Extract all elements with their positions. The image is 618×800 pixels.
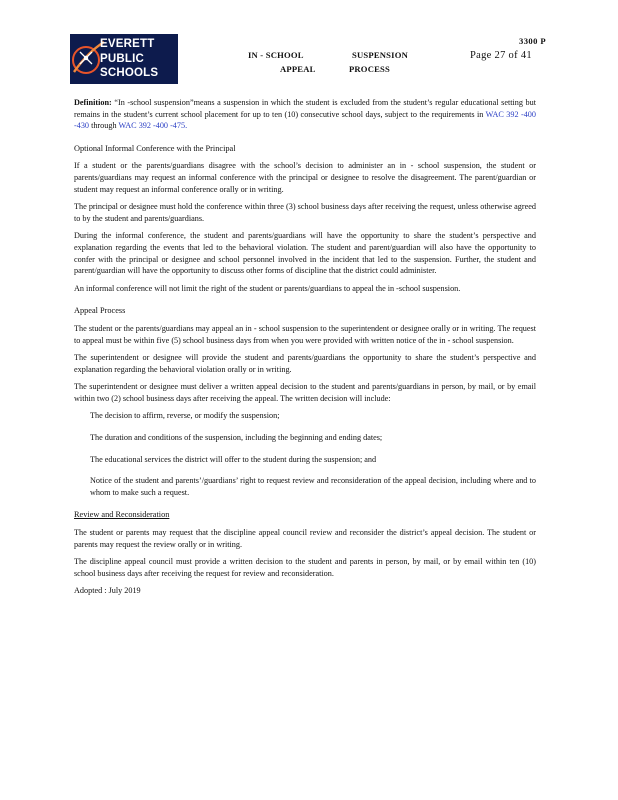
policy-number: 3300 P	[519, 36, 546, 46]
list-item: The duration and conditions of the suspension, including the beginning and ending dates;	[90, 433, 383, 443]
title-line2-right: PROCESS	[348, 64, 390, 74]
informal-paragraph: An informal conference will not limit the right of the student or parents/guardians to appeal the in -school suspension.	[74, 283, 461, 293]
document-body	[74, 97, 536, 603]
appeal-paragraph: The student or the parents/guardians may appeal an in - school suspension to the superintendent or designee orally or in writing. The request to appeal must be within five (5) school business days from when you were provided with written notice of the in - school suspension.	[74, 323, 536, 345]
logo-text: EVERETT PUBLIC SCHOOLS	[100, 38, 159, 79]
review-paragraph: The student or parents may request that the discipline appeal council review and reconsider the district’s appeal decision. The student or parents may request the review orally or in writing.	[74, 528, 536, 549]
informal-paragraph: During the informal conference, the student and parents/guardians will have the opportunity to share the student’s perspective and explanation regarding the events that led to the behavioral violation. The student and parent/guardian will also have the opportunity to confer with the principal or designee and school personnel involved in the incident that led to the suspension. Further, the student and parent/guardian will have the opportunity to discuss other forms of discipline that the district could administer.	[74, 231, 536, 276]
informal-paragraph: The principal or designee must hold the conference within three (3) school business days after receiving the request, unless otherwise agreed to by the student and parents/guardians.	[74, 202, 536, 223]
page-number: Page 27 of 41	[470, 50, 532, 61]
definition-connector: through	[91, 121, 117, 131]
definition-paragraph	[74, 97, 536, 132]
appeal-paragraph: The superintendent or designee must deliver a written appeal decision to the student and parents/guardians in person, by mail, or by email within two (2) school business days after receiving the appeal. The written decision will include:	[74, 382, 536, 403]
wac-link-475[interactable]: WAC 392 -400 -475	[118, 121, 186, 131]
list-item: Notice of the student and parents’/guardians’ right to request review and reconsideration of the appeal decision, including where and to whom to make such a request.	[90, 476, 536, 497]
list-item: The decision to affirm, reverse, or modify the suspension;	[90, 411, 280, 421]
appeal-paragraph: The superintendent or designee will provide the student and parents/guardians the opportunity to share the student’s perspective and explanation regarding the behavioral violation orally or in writing.	[74, 353, 536, 374]
title-line1-right: SUSPENSION	[352, 50, 408, 60]
appeal-process-heading: Appeal Process	[74, 306, 126, 316]
adopted-date: Adopted : July 2019	[74, 586, 141, 596]
definition-text: “In -school suspension”means a suspension in which the student is excluded from the student’s regular educational setting but remains in the student’s current school placement for up to ten (10) consecutive school days, subject to the requirements in	[74, 98, 536, 119]
wac-link-430[interactable]: WAC 392 -400 -430	[74, 109, 536, 131]
list-item: The educational services the district will offer to the student during the suspension; and	[90, 454, 377, 464]
informal-paragraph: If a student or the parents/guardians disagree with the school’s decision to administer an in - school suspension, the student or parents/guardians may request an informal conference with the principal or designee to resolve the disagreement. The parent/guardian or student may request an informal conference orally or in writing.	[74, 161, 536, 194]
informal-conference-heading: Optional Informal Conference with the Principal	[74, 143, 236, 153]
decision-contents-list	[74, 410, 536, 498]
review-reconsideration-heading: Review and Reconsideration	[74, 510, 170, 520]
definition-label: Definition:	[74, 98, 112, 107]
district-logo	[70, 34, 178, 84]
title-line2-left: APPEAL	[280, 64, 316, 74]
review-paragraph: The discipline appeal council must provide a written decision to the student and parents in person, by mail, or by email within ten (10) school business days after receiving the request for review and reconsideration.	[74, 557, 536, 578]
document-title	[248, 48, 408, 76]
title-line1-left: IN - SCHOOL	[248, 50, 304, 60]
definition-end: .	[185, 121, 188, 131]
